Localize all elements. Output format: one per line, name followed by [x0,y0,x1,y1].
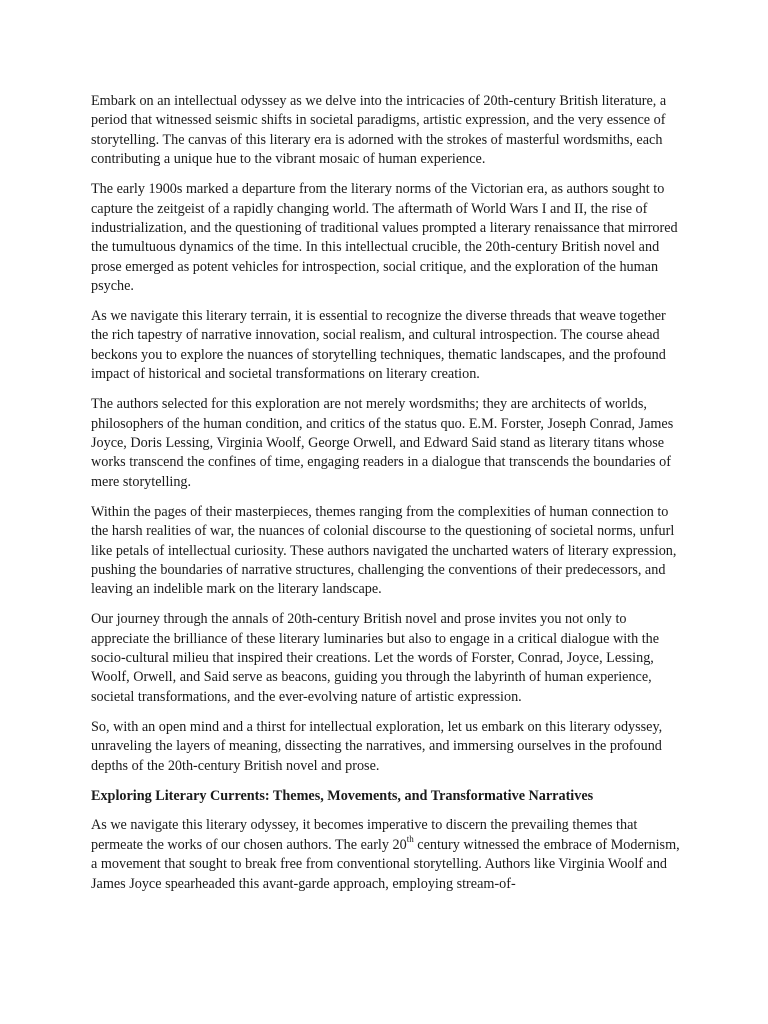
paragraph-intro: Embark on an intellectual odyssey as we delve into the intricacies of 20th-century British literature, a period that witnessed seismic shifts in societal paradigms, artistic expression, and the very essence of storytelling. The canvas of this literary era is adorned with the strokes of masterful wordsmiths, each contributing a unique hue to the vibrant mosaic of human experience. [91,93,667,168]
section-heading: Exploring Literary Currents: Themes, Movements, and Transformative Narratives [91,787,594,804]
paragraph-themes: Within the pages of their masterpieces, themes ranging from the complexities of human connection to the harsh realities of war, the nuances of colonial discourse to the questioning of societal norms, unfurl like petals of intellectual curiosity. These authors navigated the uncharted waters of literary expression, pushing the boundaries of narrative structures, challenging the conventions of their predecessors, and leaving an indelible mark on the literary landscape. [91,503,677,598]
paragraph-authors: The authors selected for this exploration are not merely wordsmiths; they are architects of worlds, philosophers of the human condition, and critics of the status quo. E.M. Forster, Joseph Conrad, James Joyce, Doris Lessing, Virginia Woolf, George Orwell, and Edward Said stand as literary titans whose works transcend the confines of time, engaging readers in a dialogue that transcends the boundaries of mere storytelling. [91,396,674,490]
paragraph-modernism [91,816,683,894]
paragraph-modernism-part-2: century witnessed the embrace of Modernism, a movement that sought to break free from conventional storytelling. Authors like Virginia Woolf and James Joyce spearheaded this avant-garde approach, employing stream-of- [91,836,680,892]
paragraph-open-mind: So, with an open mind and a thirst for intellectual exploration, let us embark on this literary odyssey, unraveling the layers of meaning, dissecting the narratives, and immersing ourselves in the profound depths of the 20th-century British novel and prose. [91,718,663,774]
paragraph-early-1900s: The early 1900s marked a departure from the literary norms of the Victorian era, as authors sought to capture the zeitgeist of a rapidly changing world. The aftermath of World Wars I and II, the rise of industrialization, and the questioning of traditional values prompted a literary renaissance that mirrored the tumultuous dynamics of the time. In this intellectual crucible, the 20th-century British novel and prose emerged as potent vehicles for introspection, social critique, and the exploration of the human psyche. [91,181,678,295]
paragraph-journey: Our journey through the annals of 20th-century British novel and prose invites you not only to appreciate the brilliance of these literary luminaries but also to engage in a critical dialogue with the socio-cultural milieu that inspired their creations. Let the words of Forster, Conrad, Joyce, Lessing, Woolf, Orwell, and Said serve as beacons, guiding you through the labyrinth of human experience, societal transformations, and the ever-evolving nature of artistic expression. [91,611,660,705]
ordinal-suffix: th [406,834,414,845]
paragraph-modernism-part-1: As we navigate this literary odyssey, it becomes imperative to discern the prevailing themes that permeate the works of our chosen authors. The early 20 [91,817,638,853]
document-body [91,92,683,905]
paragraph-literary-terrain: As we navigate this literary terrain, it is essential to recognize the diverse threads that weave together the rich tapestry of narrative innovation, social realism, and cultural introspection. The course ahead beckons you to explore the nuances of storytelling techniques, thematic landscapes, and the profound impact of historical and societal transformations on literary creation. [91,308,666,383]
